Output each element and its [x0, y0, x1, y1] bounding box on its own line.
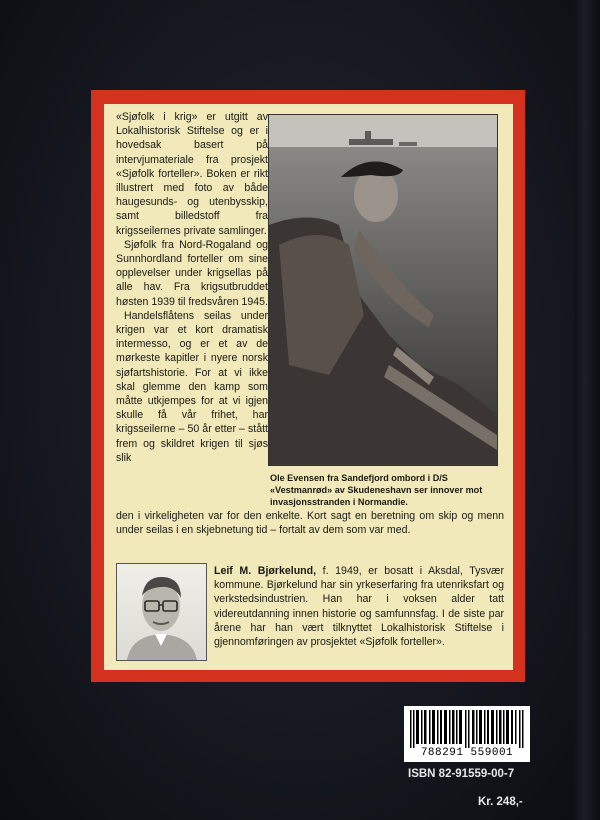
cover-edge — [574, 0, 600, 820]
author-portrait-illustration — [117, 564, 206, 660]
author-bio-text: f. 1949, er bosatt i Aksdal, Tysvær kommune. Bjørkelund har sin yrkeserfaring fra utenriksfart og verkstedsindustrien. Han har i voksen alder tatt videreutdanning innen historie og samfunnsfag. I de siste par årene har han vært tilknyttet Lokalhistorisk Stiftelse i gjennomføringen av prosjektet «Sjøfolk forteller». — [214, 565, 504, 649]
author-bio — [214, 564, 504, 649]
barcode — [404, 706, 530, 762]
red-frame — [91, 90, 525, 682]
sailor-photo-illustration — [269, 115, 497, 465]
intro-paragraph-2: Sjøfolk fra Nord-Rogaland og Sunnhordland forteller om sine opplevelser under krigsellas på alle hav. Fra krigsutbruddet høsten 1939 til fredsvåren 1945. — [116, 238, 268, 308]
isbn: ISBN 82-91559-00-7 — [408, 768, 515, 780]
text-panel — [104, 104, 513, 670]
author-name: Leif M. Bjørkelund, — [214, 565, 317, 577]
barcode-number: 788291 559001 — [420, 747, 514, 759]
author-portrait — [116, 563, 207, 661]
intro-text — [116, 110, 268, 465]
barcode-bars — [408, 710, 526, 748]
photo-caption: Ole Evensen fra Sandefjord ombord i D/S «Vestmanrød» av Skudeneshavn ser innover mot invasjonsstranden i Normandie. — [270, 473, 483, 508]
price: Kr. 248,- — [478, 796, 523, 808]
sailor-photo — [268, 114, 498, 466]
closing-text: den i virkeligheten var for den enkelte. Kort sagt en beretning om skip og menn under seilas i en skjebnetung tid – fortalt av dem som var med. — [116, 510, 504, 537]
intro-paragraph-1: «Sjøfolk i krig» er utgitt av Lokalhistorisk Stiftelse og er i hovedsak basert på intervjumateriale fra prosjekt «Sjøfolk forteller». Boken er rikt illustrert med foto av både haugesunds- og utenbysskip, samt billedstoff fra krigsseilernes private samlinger. — [116, 111, 268, 237]
intro-paragraph-3: Handelsflåtens seilas under krigen var et kort dramatisk intermesso, og er et av de mørkeste kapitler i nyere norsk sjøfartshistorie. For at vi ikke skal glemme den kamp som måtte utkjempes for at vi igjen skulle få vår frihet, har krigsseilerne – 50 år etter – stått frem og skildret krigen til sjøs slik — [116, 309, 268, 464]
